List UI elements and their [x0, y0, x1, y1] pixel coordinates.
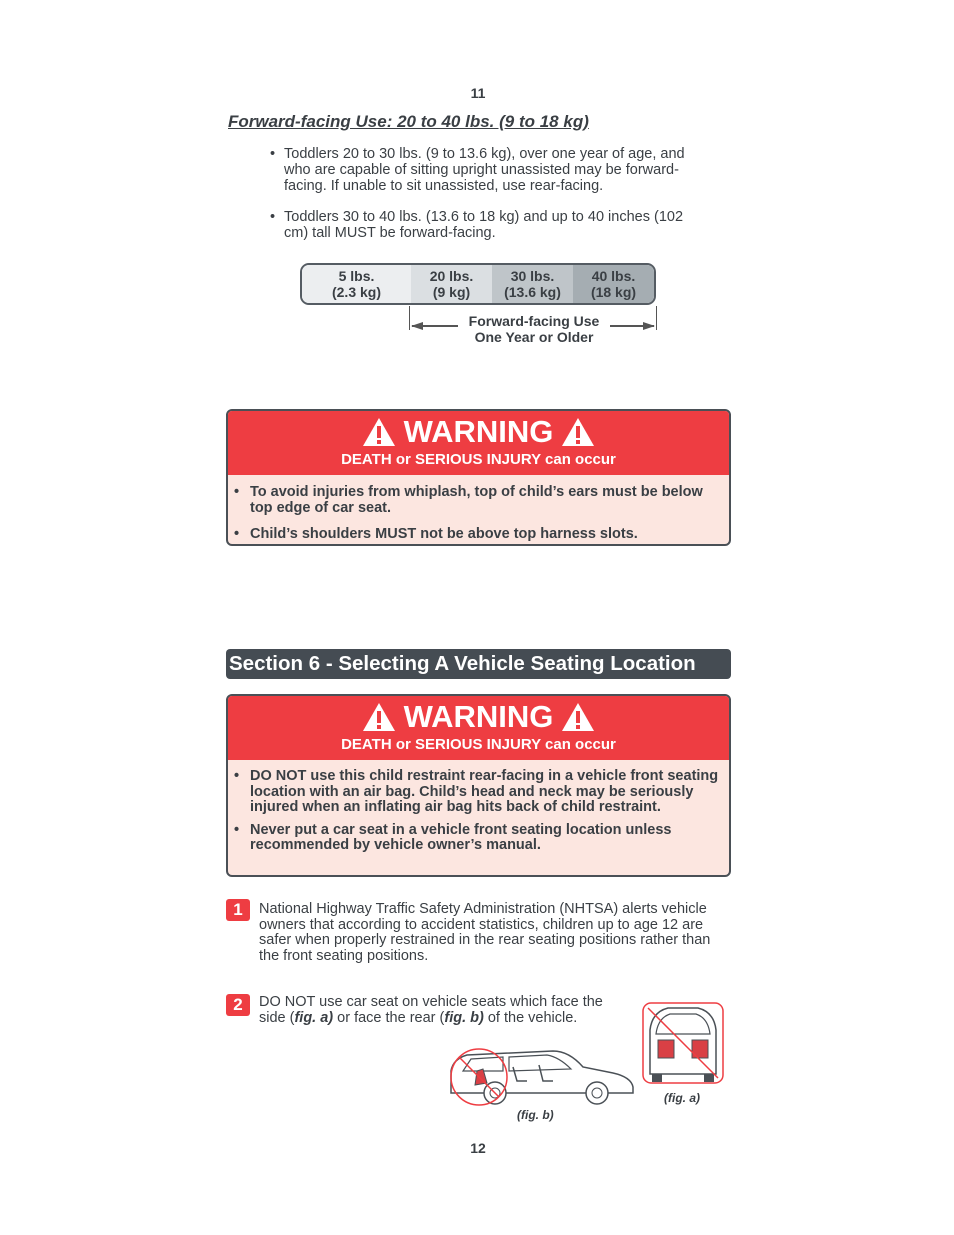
warning-box-1 [226, 409, 731, 546]
scale-lbs: 40 lbs. [591, 268, 636, 284]
warning-box-2 [226, 694, 731, 877]
side-facing-car-illustration [443, 1045, 637, 1107]
scale-kg: (13.6 kg) [504, 284, 561, 300]
scale-kg: (2.3 kg) [331, 284, 381, 300]
fig-b-caption: (fig. b) [517, 1108, 554, 1122]
warning-title: WARNING [403, 699, 554, 734]
bullet-item: • Toddlers 30 to 40 lbs. (13.6 to 18 kg) and up to 40 inches (102 cm) tall MUST be forward-facing. [270, 209, 700, 241]
warning-triangle-icon [362, 702, 396, 732]
scale-lbs: 5 lbs. [338, 268, 375, 284]
warning-triangle-icon [561, 417, 595, 447]
arrow-left-icon [411, 320, 423, 332]
step-2-text-part: or face the rear ( [333, 1009, 445, 1026]
warning-item: • Never put a car seat in a vehicle front seating location unless recommended by vehicle owner’s manual. [234, 823, 719, 854]
scale-cell-40lbs [573, 265, 654, 303]
fig-a-caption: (fig. a) [664, 1091, 700, 1105]
forward-facing-bullets [270, 146, 700, 256]
step-number-1: 1 [226, 899, 250, 921]
range-label-line1: Forward-facing Use [468, 313, 600, 329]
page-number-bottom: 12 [470, 1140, 486, 1156]
warning-triangle-icon [561, 702, 595, 732]
warning-item: • To avoid injuries from whiplash, top of child’s ears must be below top edge of car seat. [234, 485, 719, 516]
fig-b-reference: fig. b) [444, 1009, 484, 1026]
step-2-text-part: of the vehicle. [483, 1009, 578, 1026]
scale-cell-30lbs [492, 265, 573, 303]
warning-header [228, 411, 729, 475]
warning-body [228, 475, 729, 546]
scale-kg: (18 kg) [590, 284, 637, 300]
scale-lbs: 30 lbs. [510, 268, 555, 284]
warning-title: WARNING [403, 414, 554, 449]
warning-triangle-icon [362, 417, 396, 447]
forward-facing-heading: Forward-facing Use: 20 to 40 lbs. (9 to 18 kg) [228, 112, 589, 131]
rear-facing-car-illustration [640, 1000, 726, 1086]
weight-scale [300, 263, 656, 305]
range-label-line2: One Year or Older [474, 329, 594, 345]
scale-kg: (9 kg) [432, 284, 471, 300]
warning-subtitle: DEATH or SERIOUS INJURY can occur [341, 736, 616, 753]
step-2-text [259, 995, 619, 1026]
fig-a-reference: fig. a) [294, 1009, 334, 1026]
scale-lbs: 20 lbs. [429, 268, 474, 284]
step-number-2: 2 [226, 994, 250, 1016]
page-number-top: 11 [470, 85, 486, 101]
scale-cell-20lbs [411, 265, 492, 303]
warning-body [228, 760, 729, 871]
warning-item: • DO NOT use this child restraint rear-facing in a vehicle front seating location with an air bag. Child’s head and neck may be seriously injured when an inflating air bag hits back of child restraint. [234, 769, 719, 816]
warning-header [228, 696, 729, 760]
step-2-text-part: DO NOT use car seat on vehicle seats which face the side ( [259, 994, 603, 1026]
bullet-item: • Toddlers 20 to 30 lbs. (9 to 13.6 kg), over one year of age, and who are capable of sitting upright unassisted may be forward-facing. If unable to sit unassisted, use rear-facing. [270, 146, 700, 194]
warning-item: • Child’s shoulders MUST not be above top harness slots. [234, 527, 719, 543]
scale-cell-5lbs [302, 265, 411, 303]
section-title-bar: Section 6 - Selecting A Vehicle Seating Location [226, 649, 731, 679]
warning-subtitle: DEATH or SERIOUS INJURY can occur [341, 451, 616, 468]
arrow-right-icon [643, 320, 655, 332]
range-label [458, 313, 610, 345]
step-1-text: National Highway Traffic Safety Administration (NHTSA) alerts vehicle owners that according to accident statistics, children up to age 12 are safer when properly restrained in the rear seating positions rather than the front seating positions. [259, 901, 711, 964]
